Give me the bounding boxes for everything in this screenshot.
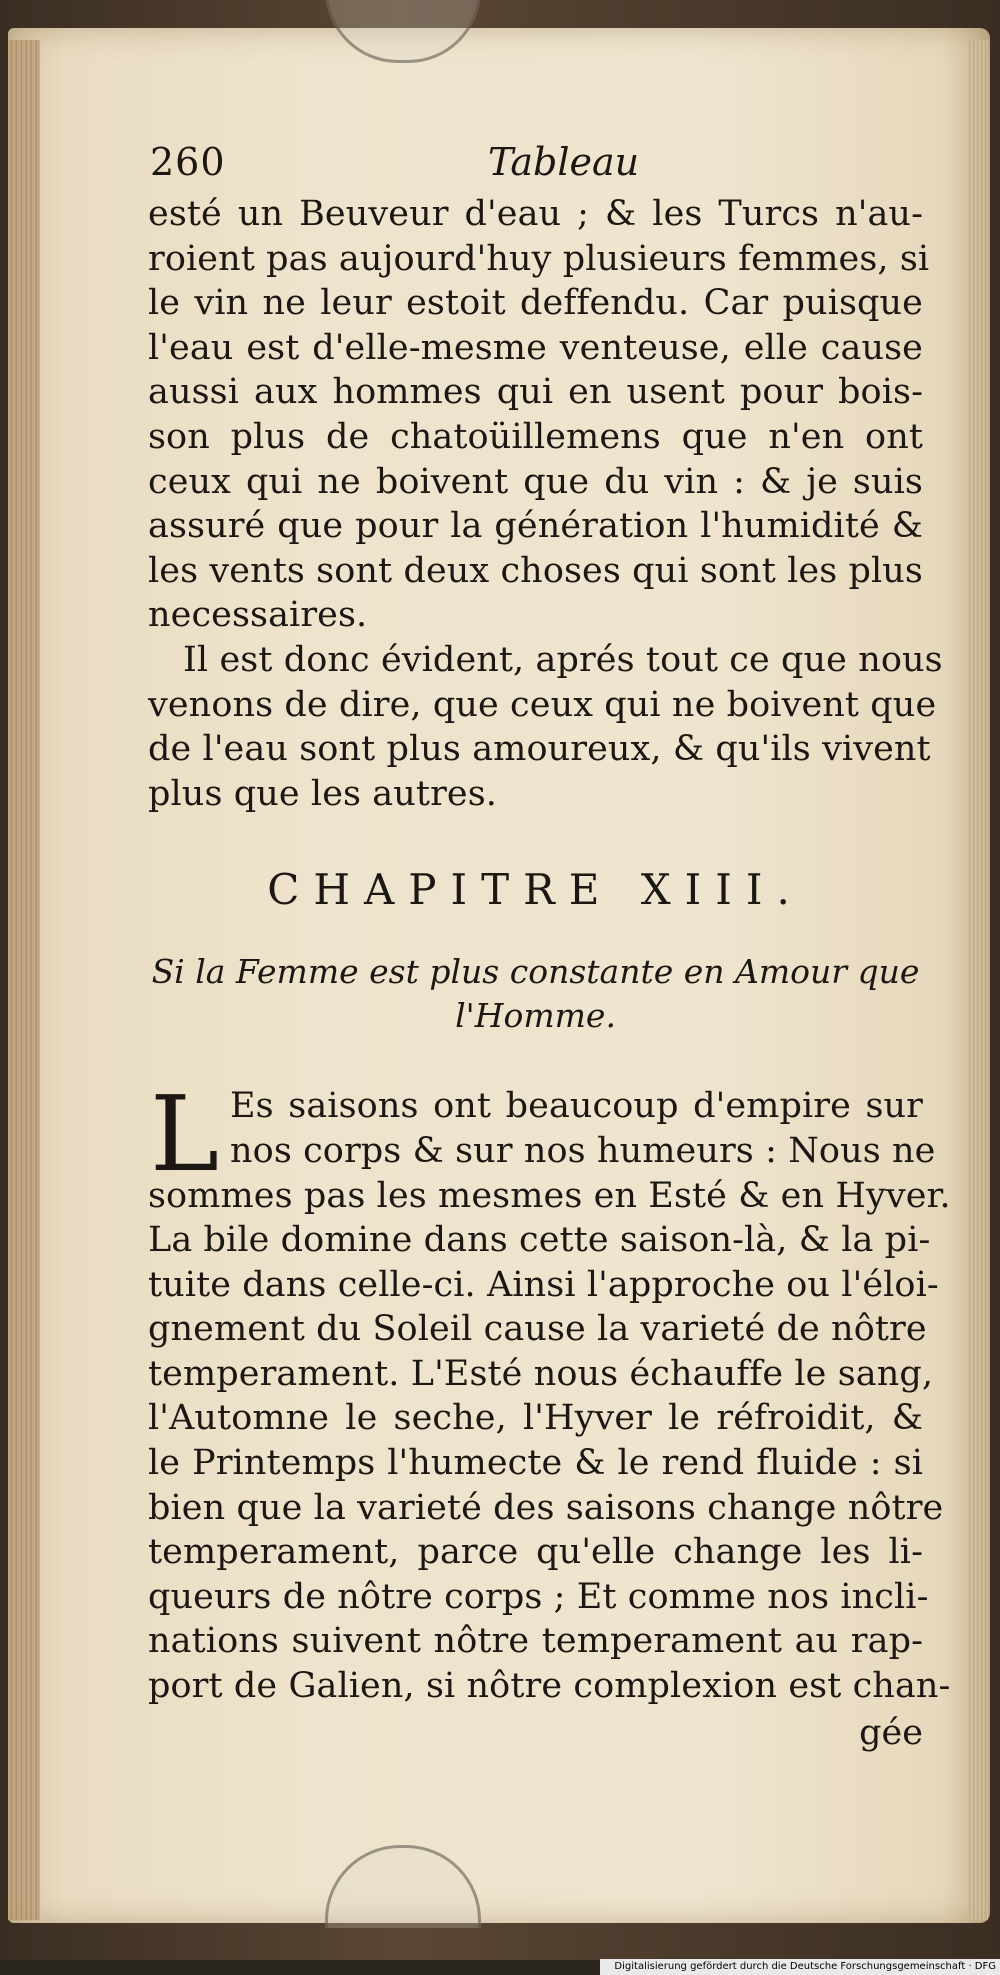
text-line: son plus de chatoüillemens que n'en ont — [148, 416, 923, 457]
text-line: le Printemps l'humecte & le rend fluide : si — [148, 1443, 923, 1484]
text-line: port de Galien, si nôtre complexion est chan- — [148, 1666, 951, 1707]
chapter-subtitle-line: l'Homme. — [455, 996, 616, 1036]
text-line: de l'eau sont plus amoureux, & qu'ils vivent — [148, 729, 931, 770]
text-line: temperament. L'Esté nous échauffe le sang, — [148, 1353, 934, 1394]
text-line: plus que les autres. — [148, 773, 498, 814]
page-edges-right — [968, 40, 988, 1920]
text-line: sommes pas les mesmes en Esté & en Hyver. — [148, 1175, 951, 1216]
text-line: l'Automne le seche, l'Hyver le réfroidit, & — [148, 1398, 923, 1439]
chapter-subtitle-line: Si la Femme est plus constante en Amour que — [151, 952, 920, 992]
text-line: gnement du Soleil cause la varieté de nôtre — [148, 1309, 927, 1350]
text-line: La bile domine dans cette saison-là, & la pi- — [148, 1220, 931, 1261]
text-line: temperament, parce qu'elle change les li- — [148, 1532, 923, 1573]
text-line: roient pas aujourd'huy plusieurs femmes, si — [148, 238, 930, 279]
chapter-subtitle — [148, 950, 923, 1038]
text-line: les vents sont deux choses qui sont les plus — [148, 550, 923, 591]
page-text — [148, 140, 951, 1755]
text-line: tuite dans celle-ci. Ainsi l'approche ou l'éloi- — [148, 1264, 939, 1305]
text-line: esté un Beuveur d'eau ; & les Turcs n'au- — [148, 194, 923, 234]
text-line: necessaires. — [148, 595, 368, 636]
text-line: aussi aux hommes qui en usent pour bois- — [148, 372, 923, 413]
text-line: bien que la varieté des saisons change nôtre — [148, 1487, 944, 1528]
text-line: ceux qui ne boivent que du vin : & je suis — [148, 461, 923, 502]
text-line: l'eau est d'elle-mesme venteuse, elle cause — [148, 327, 923, 368]
text-line: Il est donc évident, aprés tout ce que nous — [183, 639, 943, 680]
text-line: venons de dire, que ceux qui ne boivent que — [148, 684, 937, 725]
text-line: nos corps & sur nos humeurs : Nous ne — [230, 1130, 936, 1171]
text-line: assuré que pour la génération l'humidité & — [148, 506, 923, 547]
page-edges-left — [8, 40, 40, 1920]
text-line: le vin ne leur estoit deffendu. Car puisque — [148, 283, 923, 324]
text-line: Es saisons ont beaucoup d'empire sur — [230, 1086, 923, 1127]
running-title: Tableau — [488, 140, 640, 184]
text-line: nations suivent nôtre temperament au rap- — [148, 1621, 923, 1662]
paragraph-2 — [148, 638, 943, 816]
page-number: 260 — [150, 140, 226, 184]
chapter-heading: CHAPITRE XIII. — [267, 865, 804, 915]
paragraph-3 — [148, 1073, 951, 1755]
text-line: queurs de nôtre corps ; Et comme nos incli- — [148, 1576, 929, 1617]
running-head — [148, 140, 923, 188]
digitization-credit: Digitalisierung gefördert durch die Deutsche Forschungsgemeinschaft · DFG — [600, 1959, 1000, 1975]
paragraph-1 — [148, 192, 930, 638]
drop-cap: L — [150, 1073, 220, 1196]
catchword: gée — [859, 1712, 923, 1753]
